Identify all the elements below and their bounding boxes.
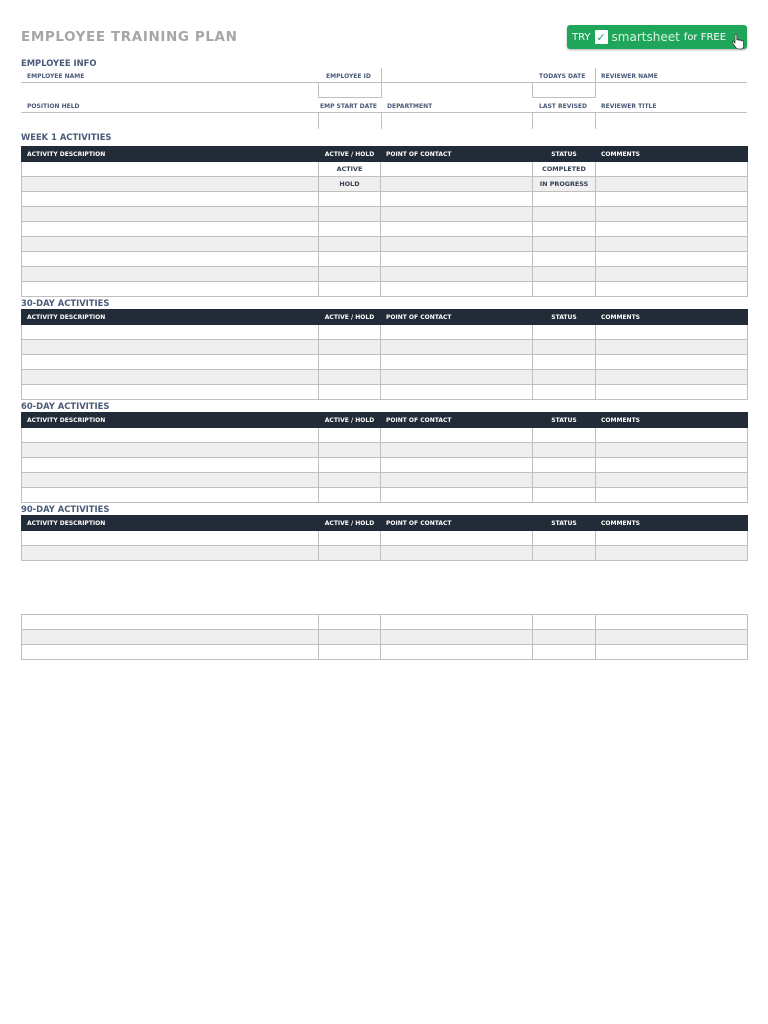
active-hold-header: ACTIVE / HOLD: [319, 413, 381, 428]
status-cell[interactable]: [533, 630, 596, 645]
status-header: STATUS: [533, 147, 596, 162]
status-header: STATUS: [533, 516, 596, 531]
activity-description-cell[interactable]: [22, 237, 319, 252]
active-hold-cell[interactable]: [319, 428, 381, 443]
comments-cell[interactable]: [596, 237, 748, 252]
active-hold-cell[interactable]: [319, 222, 381, 237]
status-header: STATUS: [533, 310, 596, 325]
activity-description-cell[interactable]: [22, 370, 319, 385]
point-of-contact-cell[interactable]: [381, 630, 533, 645]
page-title: EMPLOYEE TRAINING PLAN: [21, 29, 238, 45]
point-of-contact-cell[interactable]: [381, 207, 533, 222]
info-divider: [21, 82, 747, 83]
activity-description-cell[interactable]: [22, 192, 319, 207]
try-smartsheet-button[interactable]: [567, 25, 747, 49]
active-hold-cell[interactable]: [319, 192, 381, 207]
point-of-contact-cell[interactable]: [381, 267, 533, 282]
activity-description-cell[interactable]: [22, 385, 319, 400]
active-hold-cell[interactable]: HOLD: [319, 177, 381, 192]
activity-description-cell[interactable]: [22, 473, 319, 488]
info-cell-border: [532, 112, 533, 129]
comments-cell[interactable]: [596, 162, 748, 177]
table-row: [22, 222, 748, 237]
status-cell[interactable]: [533, 252, 596, 267]
point-of-contact-cell[interactable]: [381, 162, 533, 177]
point-of-contact-cell[interactable]: [381, 615, 533, 630]
active-hold-cell[interactable]: [319, 443, 381, 458]
todays-date-label: TODAYS DATE: [539, 73, 586, 80]
active-hold-cell[interactable]: [319, 340, 381, 355]
status-cell[interactable]: IN PROGRESS: [533, 177, 596, 192]
activity-description-cell[interactable]: [22, 458, 319, 473]
active-hold-cell[interactable]: [319, 355, 381, 370]
status-cell[interactable]: [533, 546, 596, 561]
table-header-row: [22, 310, 748, 325]
active-hold-cell[interactable]: [319, 488, 381, 503]
table-row: [22, 162, 748, 177]
emp-start-date-label: EMP START DATE: [320, 103, 378, 110]
position-held-label: POSITION HELD: [27, 103, 80, 110]
cta-suffix-label: for FREE: [683, 31, 727, 43]
table-row: [22, 282, 748, 297]
status-cell[interactable]: [533, 282, 596, 297]
comments-header: COMMENTS: [596, 147, 748, 162]
table-header-row: [22, 413, 748, 428]
comments-cell[interactable]: [596, 458, 748, 473]
activity-description-cell[interactable]: [22, 325, 319, 340]
comments-cell[interactable]: [596, 177, 748, 192]
status-header: STATUS: [533, 413, 596, 428]
day30-table: [21, 309, 748, 400]
table-header-row: [22, 147, 748, 162]
info-divider: [532, 97, 595, 98]
active-hold-cell[interactable]: [319, 546, 381, 561]
activity-description-cell[interactable]: [22, 162, 319, 177]
comments-cell[interactable]: [596, 473, 748, 488]
table-row: [22, 192, 748, 207]
status-cell[interactable]: [533, 385, 596, 400]
status-cell[interactable]: [533, 340, 596, 355]
table-row: [22, 473, 748, 488]
comments-cell[interactable]: [596, 282, 748, 297]
status-cell[interactable]: [533, 458, 596, 473]
comments-cell[interactable]: [596, 488, 748, 503]
status-cell[interactable]: [533, 615, 596, 630]
table-row: [22, 488, 748, 503]
table-header-row: [22, 516, 748, 531]
comments-cell[interactable]: [596, 325, 748, 340]
activity-description-cell[interactable]: [22, 177, 319, 192]
info-cell-border: [595, 68, 596, 98]
info-cell-border: [595, 112, 596, 129]
point-of-contact-cell[interactable]: [381, 282, 533, 297]
status-cell[interactable]: [533, 222, 596, 237]
status-cell[interactable]: [533, 443, 596, 458]
reviewer-title-label: REVIEWER TITLE: [601, 103, 657, 110]
active-hold-cell[interactable]: [319, 531, 381, 546]
point-of-contact-cell[interactable]: [381, 473, 533, 488]
active-hold-cell[interactable]: [319, 237, 381, 252]
active-hold-cell[interactable]: [319, 325, 381, 340]
comments-cell[interactable]: [596, 252, 748, 267]
point-of-contact-header: POINT OF CONTACT: [381, 147, 533, 162]
status-cell[interactable]: COMPLETED: [533, 162, 596, 177]
comments-cell[interactable]: [596, 355, 748, 370]
day30-heading: 30-DAY ACTIVITIES: [21, 298, 110, 308]
active-hold-header: ACTIVE / HOLD: [319, 310, 381, 325]
info-cell-border: [318, 112, 319, 129]
table-row: [22, 615, 748, 630]
info-cell-border: [318, 82, 319, 98]
point-of-contact-cell[interactable]: [381, 237, 533, 252]
table-row: [22, 385, 748, 400]
point-of-contact-cell[interactable]: [381, 192, 533, 207]
info-cell-border: [381, 112, 382, 129]
active-hold-cell[interactable]: [319, 458, 381, 473]
employee-name-label: EMPLOYEE NAME: [27, 73, 85, 80]
activity-description-cell[interactable]: [22, 645, 319, 660]
comments-cell[interactable]: [596, 385, 748, 400]
point-of-contact-cell[interactable]: [381, 645, 533, 660]
status-cell[interactable]: [533, 207, 596, 222]
checkmark-icon: ✓: [596, 30, 606, 44]
activity-description-cell[interactable]: [22, 531, 319, 546]
table-row: [22, 207, 748, 222]
week1-heading: WEEK 1 ACTIVITIES: [21, 132, 112, 142]
department-label: DEPARTMENT: [387, 103, 433, 110]
activity-description-cell[interactable]: [22, 488, 319, 503]
comments-cell[interactable]: [596, 428, 748, 443]
point-of-contact-header: POINT OF CONTACT: [381, 310, 533, 325]
table-row: [22, 355, 748, 370]
active-hold-cell[interactable]: ACTIVE: [319, 162, 381, 177]
comments-cell[interactable]: [596, 443, 748, 458]
point-of-contact-header: POINT OF CONTACT: [381, 413, 533, 428]
activity-description-cell[interactable]: [22, 428, 319, 443]
table-row: [22, 630, 748, 645]
week1-table: [21, 146, 748, 297]
info-cell-border: [532, 82, 533, 98]
point-of-contact-cell[interactable]: [381, 458, 533, 473]
cta-try-label: TRY: [572, 31, 591, 43]
table-row: [22, 340, 748, 355]
info-divider: [318, 97, 381, 98]
point-of-contact-cell[interactable]: [381, 325, 533, 340]
table-row: [22, 645, 748, 660]
status-cell[interactable]: [533, 267, 596, 282]
status-cell[interactable]: [533, 370, 596, 385]
comments-cell[interactable]: [596, 645, 748, 660]
active-hold-cell[interactable]: [319, 473, 381, 488]
activity-description-header: ACTIVITY DESCRIPTION: [22, 147, 319, 162]
point-of-contact-cell[interactable]: [381, 443, 533, 458]
activity-description-cell[interactable]: [22, 443, 319, 458]
point-of-contact-header: POINT OF CONTACT: [381, 516, 533, 531]
comments-header: COMMENTS: [596, 310, 748, 325]
day60-table: [21, 412, 748, 503]
active-hold-cell[interactable]: [319, 282, 381, 297]
info-cell-border: [381, 68, 382, 98]
point-of-contact-cell[interactable]: [381, 355, 533, 370]
table-row: [22, 546, 748, 561]
table-row: [22, 531, 748, 546]
point-of-contact-cell[interactable]: [381, 252, 533, 267]
comments-cell[interactable]: [596, 630, 748, 645]
hand-cursor-icon: [731, 34, 745, 50]
table-row: [22, 458, 748, 473]
comments-cell[interactable]: [596, 546, 748, 561]
activity-description-cell[interactable]: [22, 282, 319, 297]
point-of-contact-cell[interactable]: [381, 428, 533, 443]
activity-description-header: ACTIVITY DESCRIPTION: [22, 413, 319, 428]
table-row: [22, 370, 748, 385]
comments-cell[interactable]: [596, 222, 748, 237]
employee-id-label: EMPLOYEE ID: [326, 73, 371, 80]
comments-header: COMMENTS: [596, 413, 748, 428]
day60-heading: 60-DAY ACTIVITIES: [21, 401, 110, 411]
point-of-contact-cell[interactable]: [381, 488, 533, 503]
comments-cell[interactable]: [596, 340, 748, 355]
comments-cell[interactable]: [596, 192, 748, 207]
status-cell[interactable]: [533, 473, 596, 488]
info-divider: [21, 112, 747, 113]
status-cell[interactable]: [533, 645, 596, 660]
activity-description-header: ACTIVITY DESCRIPTION: [22, 516, 319, 531]
reviewer-name-label: REVIEWER NAME: [601, 73, 658, 80]
comments-cell[interactable]: [596, 370, 748, 385]
status-cell[interactable]: [533, 325, 596, 340]
comments-cell[interactable]: [596, 267, 748, 282]
activity-description-cell[interactable]: [22, 355, 319, 370]
table-row: [22, 177, 748, 192]
status-cell[interactable]: [533, 192, 596, 207]
table-row: [22, 237, 748, 252]
cta-brand-label: smartsheet: [611, 30, 680, 44]
point-of-contact-cell[interactable]: [381, 222, 533, 237]
point-of-contact-cell[interactable]: [381, 177, 533, 192]
day90-table: [21, 515, 748, 561]
active-hold-cell[interactable]: [319, 207, 381, 222]
point-of-contact-cell[interactable]: [381, 370, 533, 385]
table-row: [22, 428, 748, 443]
active-hold-cell[interactable]: [319, 385, 381, 400]
point-of-contact-cell[interactable]: [381, 340, 533, 355]
last-revised-label: LAST REVISED: [539, 103, 587, 110]
point-of-contact-cell[interactable]: [381, 385, 533, 400]
point-of-contact-cell[interactable]: [381, 546, 533, 561]
active-hold-cell[interactable]: [319, 615, 381, 630]
status-cell[interactable]: [533, 355, 596, 370]
activity-description-cell[interactable]: [22, 340, 319, 355]
status-cell[interactable]: [533, 428, 596, 443]
active-hold-cell[interactable]: [319, 252, 381, 267]
status-cell[interactable]: [533, 237, 596, 252]
status-cell[interactable]: [533, 488, 596, 503]
table-row: [22, 267, 748, 282]
table-row: [22, 443, 748, 458]
employee-info-heading: EMPLOYEE INFO: [21, 58, 97, 68]
status-cell[interactable]: [533, 531, 596, 546]
activity-description-header: ACTIVITY DESCRIPTION: [22, 310, 319, 325]
activity-description-cell[interactable]: [22, 546, 319, 561]
active-hold-header: ACTIVE / HOLD: [319, 516, 381, 531]
active-hold-cell[interactable]: [319, 267, 381, 282]
comments-cell[interactable]: [596, 615, 748, 630]
activity-description-cell[interactable]: [22, 222, 319, 237]
activity-description-cell[interactable]: [22, 252, 319, 267]
activity-description-cell[interactable]: [22, 207, 319, 222]
active-hold-cell[interactable]: [319, 630, 381, 645]
activity-description-cell[interactable]: [22, 630, 319, 645]
activity-description-cell[interactable]: [22, 615, 319, 630]
active-hold-cell[interactable]: [319, 370, 381, 385]
comments-cell[interactable]: [596, 207, 748, 222]
active-hold-cell[interactable]: [319, 645, 381, 660]
extra-table: [21, 614, 748, 660]
table-row: [22, 252, 748, 267]
point-of-contact-cell[interactable]: [381, 531, 533, 546]
comments-header: COMMENTS: [596, 516, 748, 531]
activity-description-cell[interactable]: [22, 267, 319, 282]
comments-cell[interactable]: [596, 531, 748, 546]
active-hold-header: ACTIVE / HOLD: [319, 147, 381, 162]
table-row: [22, 325, 748, 340]
day90-heading: 90-DAY ACTIVITIES: [21, 504, 110, 514]
